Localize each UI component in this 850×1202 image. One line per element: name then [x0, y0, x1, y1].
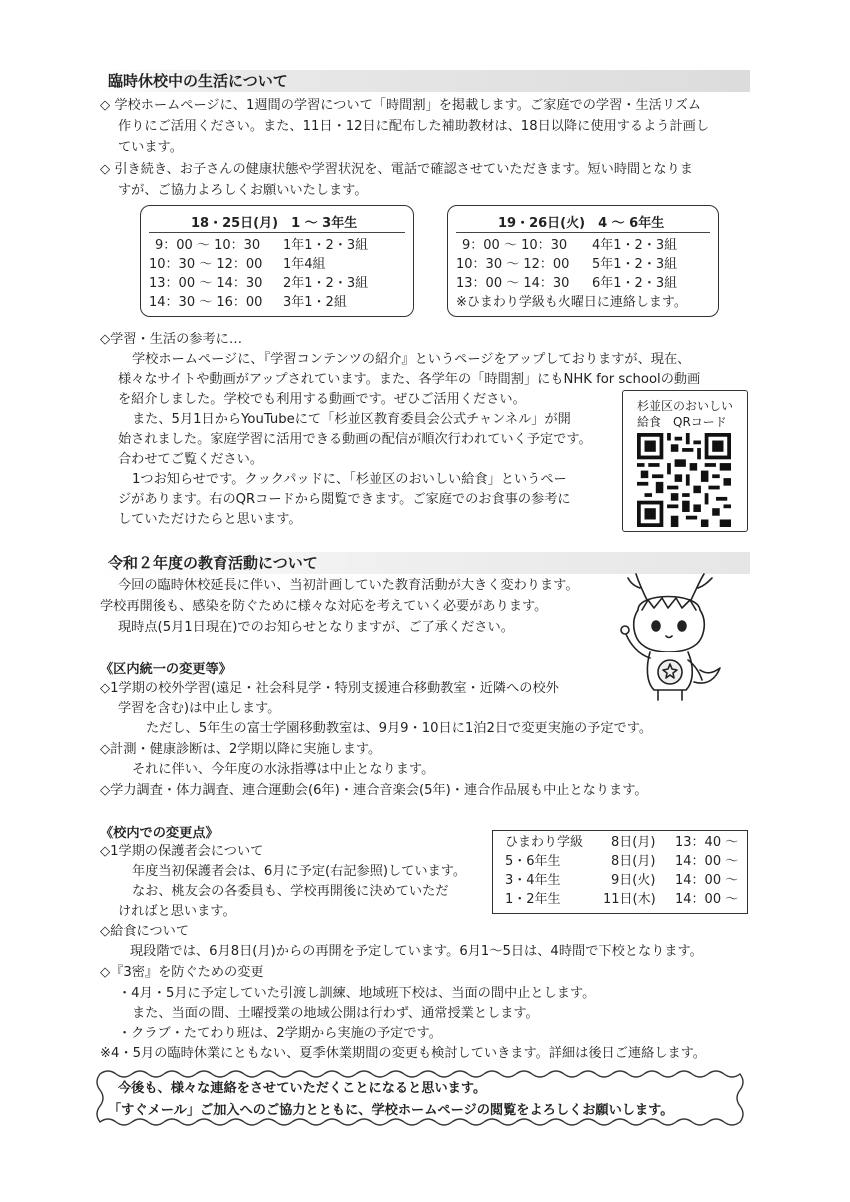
schedule-time: 9：00 〜 10：30 [155, 238, 261, 253]
meeting-time: 14：00 〜 [675, 873, 739, 888]
schedule-time: 13：00 〜 14：30 [149, 276, 263, 291]
section2-text: 現時点(5月1日現在)でのお知らせとなりますが、ご了承ください。 [118, 620, 514, 635]
school-text: 現段階では、6月8日(月)からの再開を予定しています。6月1〜5日は、4時間で下校となります。 [130, 944, 703, 959]
section1-text: ◇ 引き続き、お子さんの健康状態や学習状況を、電話で確認させていただきます。短い時間となりま [100, 162, 693, 177]
qr-label: 杉並区のおいしい [637, 399, 734, 413]
schedule-grade: 5年1・2・3組 [592, 257, 678, 272]
schedule-time: 10：30 〜 12：00 [456, 257, 570, 272]
schedule-time: 13：00 〜 14：30 [456, 276, 570, 291]
meeting-group: 1・2年生 [505, 892, 561, 907]
schedule-grade: 2年1・2・3組 [283, 276, 369, 291]
district-text: ◇1学期の校外学習(遠足・社会科見学・特別支援連合移動教室・近隣への校外 [100, 681, 559, 696]
section2-heading: 令和２年度の教育活動について [108, 554, 318, 572]
schedule-box-grades-4-6 [447, 205, 719, 317]
district-text: ただし、5年生の富士学園移動教室は、9月9・10日に1泊2日で変更実施の予定です。 [146, 721, 653, 736]
schedule-grade: 4年1・2・3組 [592, 238, 678, 253]
study-text: していただけたらと思います。 [118, 512, 302, 527]
schedule-grade: 3年1・2組 [283, 295, 347, 310]
study-text: 合わせてご覧ください。 [118, 452, 264, 467]
district-text: ◇学力調査・体力調査、連合運動会(6年)・連合音楽会(5年)・連合作品展も中止となります。 [100, 783, 648, 798]
school-text: また、当面の間、土曜授業の地域公開は行わず、通常授業とします。 [132, 1006, 539, 1021]
study-text: 様々なサイトや動画がアップされています。また、各学年の「時間割」にもNHK for schoolの動画 [118, 372, 701, 387]
schedule-title: 19・26日(火) 4 〜 6年生 [498, 216, 665, 231]
district-heading: 《区内統一の変更等》 [100, 662, 232, 677]
study-text: 学校ホームページに、『学習コンテンツの紹介』というページをアップしておりますが、現在、 [132, 352, 691, 367]
section1-text: ◇ 学校ホームページに、1週間の学習について「時間割」を掲載します。ご家庭での学習・生活リズム [100, 98, 702, 113]
district-text: ◇計測・健康診断は、2学期以降に実施します。 [100, 742, 382, 757]
qr-code-box [622, 390, 748, 532]
schedule-grade: 1年4組 [283, 257, 326, 272]
divider [149, 232, 405, 233]
meeting-group: ひまわり学級 [505, 835, 584, 850]
study-text: を紹介しました。学校でも利用する動画です。ぜひご活用ください。 [118, 392, 526, 407]
section1-text: すが、ご協力よろしくお願いいたします。 [118, 183, 368, 198]
meeting-date: 8日(月) [611, 835, 656, 850]
school-text: ◇給食について [100, 924, 190, 939]
study-text: また、5月1日からYouTubeにて「杉並区教育委員会公式チャンネル」が開 [132, 412, 571, 427]
school-text: ◇『3密』を防ぐための変更 [100, 965, 264, 980]
school-text: ・4月・5月に予定していた引渡し訓練、地域班下校は、当面の間中止とします。 [118, 986, 596, 1001]
school-text: 年度当初保護者会は、6月に予定(右記参照)しています。 [132, 864, 467, 879]
school-text: ※4・5月の臨時休業にともない、夏季休業期間の変更も検討していきます。詳細は後日ご連絡します。 [100, 1046, 706, 1061]
meeting-group: 5・6年生 [505, 854, 561, 869]
schedule-grade: 1年1・2・3組 [283, 238, 369, 253]
qr-code-icon[interactable] [637, 433, 731, 527]
study-text: ◇学習・生活の参考に… [100, 332, 243, 347]
study-text: 1つお知らせです。クックパッドに、「杉並区のおいしい給食」というペー [132, 472, 567, 487]
schedule-time: 9：00 〜 10：30 [462, 238, 568, 253]
schedule-note: ※ひまわり学級も火曜日に連絡します。 [456, 295, 687, 310]
school-text: ◇1学期の保護者会について [100, 844, 264, 859]
study-text: 始されました。家庭学習に活用できる動画の配信が順次行われていく予定です。 [118, 432, 592, 447]
closing-text: 今後も、様々な連絡をさせていただくことになると思います。 [118, 1081, 487, 1096]
schedule-box-grades-1-3 [140, 205, 414, 317]
school-text: ければと思います。 [118, 904, 236, 919]
meeting-date: 11日(木) [603, 892, 656, 907]
school-text: なお、桃友会の各委員も、学校再開後に決めていただ [132, 884, 449, 899]
school-text: ・クラブ・たてわり班は、2学期から実施の予定です。 [118, 1026, 442, 1041]
section1-text: ています。 [118, 140, 183, 155]
schedule-title: 18・25日(月) 1 〜 3年生 [191, 216, 358, 231]
mascot-illustration [608, 570, 728, 705]
district-text: それに伴い、今年度の水泳指導は中止となります。 [132, 762, 435, 777]
section1-heading: 臨時休校中の生活について [108, 72, 288, 90]
section2-text: 今回の臨時休校延長に伴い、当初計画していた教育活動が大きく変わります。 [118, 578, 579, 593]
schedule-time: 10：30 〜 12：00 [149, 257, 263, 272]
section1-text: 作りにご活用ください。また、11日・12日に配布した補助教材は、18日以降に使用するよう計画し [118, 119, 710, 134]
schedule-time: 14：30 〜 16：00 [149, 295, 263, 310]
schedule-grade: 6年1・2・3組 [592, 276, 678, 291]
meeting-date: 8日(月) [611, 854, 656, 869]
meeting-date: 9日(火) [611, 873, 656, 888]
study-text: ジがあります。右のQRコードから閲覧できます。ご家庭でのお食事の参考に [118, 492, 571, 507]
meeting-group: 3・4年生 [505, 873, 561, 888]
meeting-schedule-box [492, 830, 748, 914]
meeting-time: 13：40 〜 [675, 835, 739, 850]
school-heading: 《校内での変更点》 [100, 826, 219, 841]
district-text: 学習を含む)は中止します。 [118, 701, 281, 716]
section2-text: 学校再開後も、感染を防ぐために様々な対応を考えていく必要があります。 [100, 599, 548, 614]
qr-label: 給食 QRコード [637, 415, 727, 429]
closing-text: 「すぐメール」ご加入へのご協力とともに、学校ホームページの閲覧をよろしくお願いします。 [108, 1103, 674, 1118]
meeting-time: 14：00 〜 [675, 892, 739, 907]
meeting-time: 14：00 〜 [675, 854, 739, 869]
divider [456, 232, 710, 233]
